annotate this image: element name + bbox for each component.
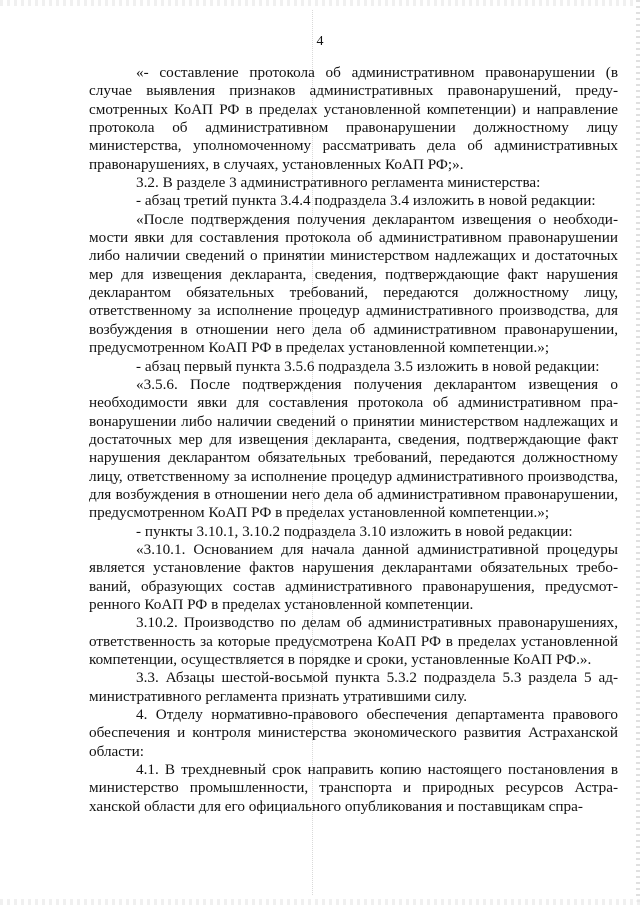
- scan-edge-right: [636, 0, 640, 905]
- paragraph: - абзац первый пункта 3.5.6 подраздела 3.5 изложить в новой редакции:: [136, 357, 600, 375]
- paragraph: 3.10.2. Производство по делам об административных правонарушениях, ответственность за которые предусмотрена КоАП РФ в пределах установленной компетенции, осуществляется в порядке и сроки, установленные КоАП РФ.».: [89, 614, 618, 668]
- paragraph: - абзац третий пункта 3.4.4 подраздела 3.4 изложить в новой редакции:: [136, 192, 596, 210]
- paragraph: «3.10.1. Основанием для начала данной административной процедуры является установление фактов нарушения декларантами обязательных требований, образующих состав административного правонарушения, предусмотренного КоАП РФ в пределах установленной компетенции.: [89, 540, 618, 613]
- scan-edge-top: [0, 0, 640, 6]
- page-number: 4: [316, 34, 324, 49]
- paragraph: «3.5.6. После подтверждения получения декларантом извещения о необходимости явки для составления протокола об административном правонарушении либо наличии сведений о принятии министерством надлежащих и достаточных мер для извещения декларанта, сведения, подтверждающие факт нарушения декларантом обязательных требований, передаются должностному лицу, ответственному за исполнение процедур административного производства, для возбуждения в отношении него дела об административном правонарушении, предусмотренном КоАП РФ в пределах установленной компетенции.»;: [89, 375, 618, 522]
- scan-edge-bottom: [0, 899, 640, 905]
- paragraph: 3.2. В разделе 3 административного регламента министерства:: [136, 174, 541, 192]
- paragraph: 4.1. В трехдневный срок направить копию настоящего постановления в министерство промышленности, транспорта и природных ресурсов Астраханской области для его официального опубликования и поставщикам спра-: [89, 761, 618, 815]
- paragraph: - пункты 3.10.1, 3.10.2 подраздела 3.10 изложить в новой редакции:: [136, 522, 573, 540]
- document-body: [89, 64, 618, 816]
- paragraph: 4. Отделу нормативно-правового обеспечения департамента правового обеспечения и контроля министерства экономического развития Астраханской области:: [89, 706, 618, 760]
- paragraph: 3.3. Абзацы шестой-восьмой пункта 5.3.2 подраздела 5.3 раздела 5 административного регламента признать утратившими силу.: [89, 669, 618, 705]
- paragraph: «После подтверждения получения декларантом извещения о необходимости явки для составления протокола об административном правонарушении либо наличии сведений о принятии министерством надлежащих и достаточных мер для извещения декларанта, сведения, подтверждающие факт нарушения декларантом обязательных требований, передаются должностному лицу, ответственному за исполнение процедур административного производства, для возбуждения в отношении него дела об административном правонарушении, предусмотренном КоАП РФ в пределах установленной компетенции.»;: [89, 210, 618, 357]
- paragraph: «- составление протокола об административном правонарушении (в случае выявления признаков административных правонарушений, предусмотренных КоАП РФ в пределах установленной компетенции) и направление протокола об административном правонарушении должностному лицу министерства, уполномоченному рассматривать дела об административных правонарушениях, в случаях, установленных КоАП РФ;».: [89, 64, 618, 173]
